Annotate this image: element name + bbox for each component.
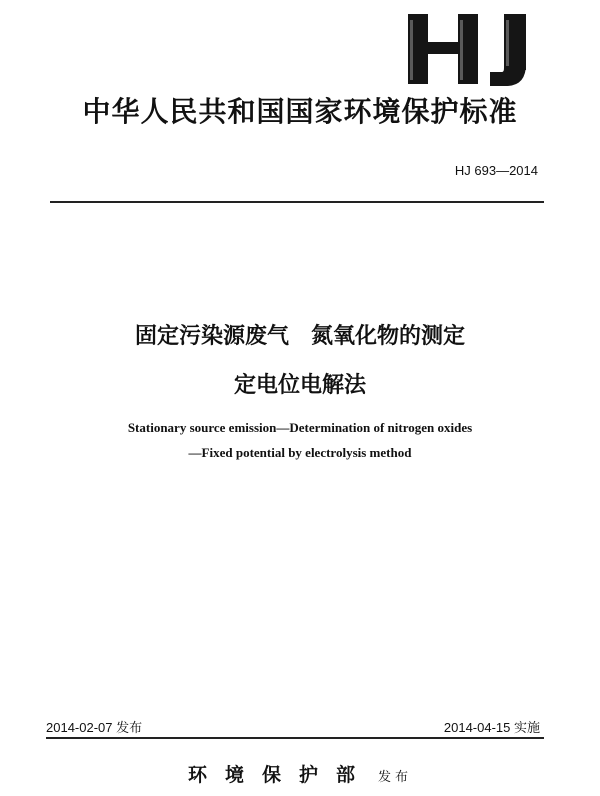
top-divider xyxy=(50,201,544,203)
title-chinese-line-1: 固定污染源废气 氮氧化物的测定 xyxy=(134,324,465,349)
bottom-divider xyxy=(46,737,544,739)
publisher-verb: 发布 xyxy=(378,770,413,785)
title-english-line-1: Stationary source emission—Determination of nitrogen oxides xyxy=(127,420,473,435)
standard-number: HJ 693—2014 xyxy=(454,163,538,178)
title-english-line-2: —Fixed potential by electrolysis method xyxy=(188,445,412,460)
publisher-name: 环境保护部 xyxy=(187,764,373,786)
hj-logo xyxy=(404,10,540,88)
publisher-line xyxy=(0,760,600,787)
title-chinese-line-2: 定电位电解法 xyxy=(233,373,366,398)
hj-logo-graphic xyxy=(404,10,540,88)
implementation-date: 2014-04-15 实施 xyxy=(443,720,540,735)
agency-name: 中华人民共和国国家环境保护标准 xyxy=(82,95,518,128)
issue-date: 2014-02-07 发布 xyxy=(46,720,143,735)
